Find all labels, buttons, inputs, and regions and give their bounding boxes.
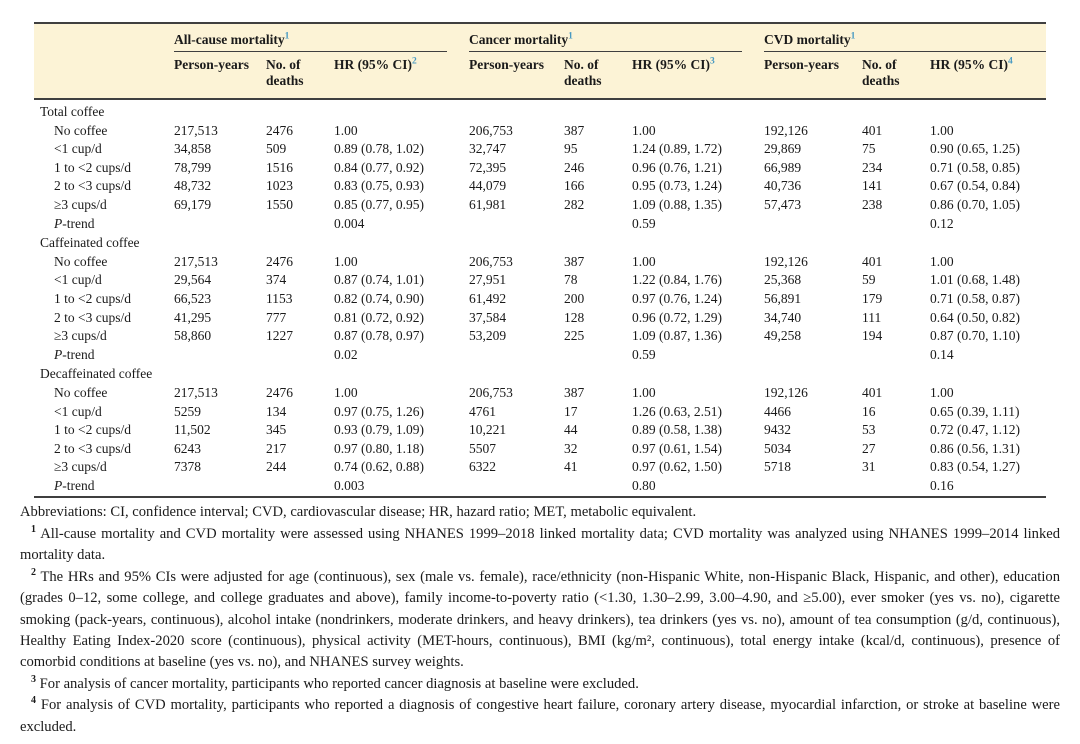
data-cell: 374 xyxy=(265,272,287,288)
row-label: <1 cup/d xyxy=(53,272,102,288)
table-row xyxy=(34,290,1046,309)
data-cell: 192,126 xyxy=(764,384,808,400)
data-cell: 4761 xyxy=(469,403,496,419)
data-cell: 78,799 xyxy=(173,159,212,175)
data-cell: 238 xyxy=(862,196,883,212)
data-cell: 57,473 xyxy=(764,196,802,212)
data-cell: 1023 xyxy=(265,178,293,194)
table-body xyxy=(34,99,1046,497)
data-cell: 69,179 xyxy=(173,196,212,212)
data-cell: 11,502 xyxy=(173,422,211,438)
data-cell: 1.00 xyxy=(333,384,358,400)
data-cell: 1153 xyxy=(265,290,293,306)
data-cell: 2476 xyxy=(265,122,293,138)
empty-cell xyxy=(862,477,930,498)
data-cell: 0.89 (0.58, 1.38) xyxy=(632,422,722,438)
section-header-row xyxy=(34,99,1046,122)
section-header-row xyxy=(34,234,1046,253)
data-cell: 0.96 (0.76, 1.21) xyxy=(632,159,722,175)
ptrend-row xyxy=(34,477,1046,498)
data-cell: 0.83 (0.75, 0.93) xyxy=(333,178,424,194)
data-cell: 217,513 xyxy=(173,384,218,400)
data-cell: 75 xyxy=(862,141,876,157)
data-cell: 206,753 xyxy=(469,253,513,269)
ptrend-label: P-trend xyxy=(53,215,95,231)
data-cell: 9432 xyxy=(764,422,791,438)
ptrend-value: 0.59 xyxy=(632,215,656,231)
data-cell: 0.71 (0.58, 0.87) xyxy=(930,290,1020,306)
empty-cell xyxy=(469,346,564,366)
data-cell: 0.87 (0.74, 1.01) xyxy=(333,272,424,288)
data-cell: 282 xyxy=(564,196,585,212)
row-label: 1 to <2 cups/d xyxy=(53,422,131,438)
data-cell: 0.83 (0.54, 1.27) xyxy=(930,459,1020,475)
data-cell: 1.09 (0.88, 1.35) xyxy=(632,196,722,212)
data-cell: 34,740 xyxy=(764,309,802,325)
data-cell: 41,295 xyxy=(173,309,212,325)
data-cell: 345 xyxy=(265,422,287,438)
data-cell: 44,079 xyxy=(469,178,507,194)
col-header-hr: HR (95% CI)$^3$ xyxy=(632,52,764,99)
data-cell: 217,513 xyxy=(173,253,218,269)
data-cell: 0.74 (0.62, 0.88) xyxy=(333,459,424,475)
data-cell: 53 xyxy=(862,422,876,438)
data-cell: 0.65 (0.39, 1.11) xyxy=(930,403,1020,419)
data-cell: 4466 xyxy=(764,403,791,419)
group-header-all-cause xyxy=(174,23,469,52)
data-cell: 166 xyxy=(564,178,585,194)
data-cell: 509 xyxy=(265,141,287,157)
data-cell: 128 xyxy=(564,309,585,325)
data-cell: 59 xyxy=(862,272,876,288)
data-cell: 1.00 xyxy=(930,122,954,138)
data-cell: 387 xyxy=(564,384,585,400)
ptrend-value: 0.004 xyxy=(333,215,365,231)
empty-cell xyxy=(266,477,334,498)
data-cell: 1227 xyxy=(265,328,293,344)
ptrend-value: 0.02 xyxy=(333,346,358,362)
table-row xyxy=(34,403,1046,422)
data-cell: 0.97 (0.76, 1.24) xyxy=(632,290,722,306)
data-cell: 27,951 xyxy=(469,272,507,288)
col-header-deaths: No. of deaths xyxy=(862,52,930,99)
data-cell: 5259 xyxy=(173,403,201,419)
data-cell: 0.87 (0.70, 1.10) xyxy=(930,328,1020,344)
data-cell: 72,395 xyxy=(469,159,507,175)
ptrend-row xyxy=(34,215,1046,235)
row-label: 2 to <3 cups/d xyxy=(53,178,131,194)
data-cell: 1.22 (0.84, 1.76) xyxy=(632,272,722,288)
section-header-row xyxy=(34,365,1046,384)
group-header-cancer xyxy=(469,23,764,52)
table-row xyxy=(34,421,1046,440)
table-row xyxy=(34,327,1046,346)
table-row xyxy=(34,196,1046,215)
row-label: ≥3 cups/d xyxy=(53,196,107,212)
data-cell: 78 xyxy=(564,272,578,288)
data-cell: 0.97 (0.62, 1.50) xyxy=(632,459,722,475)
section-label: Total coffee xyxy=(39,104,105,119)
data-cell: 34,858 xyxy=(173,141,212,157)
data-cell: 0.89 (0.78, 1.02) xyxy=(333,141,424,157)
data-cell: 192,126 xyxy=(764,253,808,269)
empty-cell xyxy=(469,477,564,498)
data-cell: 141 xyxy=(862,178,883,194)
data-cell: 48,732 xyxy=(173,178,212,194)
table-footnotes xyxy=(20,502,1060,737)
section-label: Decaffeinated coffee xyxy=(39,366,153,382)
table-row xyxy=(34,140,1046,159)
group-header-row xyxy=(34,23,1046,52)
data-cell: 111 xyxy=(862,309,882,325)
data-cell: 0.97 (0.80, 1.18) xyxy=(333,440,424,456)
data-cell: 217,513 xyxy=(173,122,218,138)
data-cell: 0.84 (0.77, 0.92) xyxy=(333,159,424,175)
table-row xyxy=(34,159,1046,178)
data-cell: 25,368 xyxy=(764,272,802,288)
data-cell: 61,981 xyxy=(469,196,507,212)
data-cell: 192,126 xyxy=(764,122,808,138)
ptrend-value: 0.16 xyxy=(930,477,954,493)
data-cell: 1.01 (0.68, 1.48) xyxy=(930,272,1020,288)
footnote-ref: 2 xyxy=(411,56,417,67)
data-cell: 95 xyxy=(564,141,578,157)
data-cell: 0.97 (0.75, 1.26) xyxy=(333,403,424,419)
ptrend-label: P-trend xyxy=(53,477,95,493)
footnote-3: $^3$ For analysis of cancer mortality, participants who reported cancer diagnosis at baseline were excluded. xyxy=(31,673,639,692)
row-label: No coffee xyxy=(53,384,108,400)
data-cell: 0.71 (0.58, 0.85) xyxy=(930,159,1020,175)
data-cell: 246 xyxy=(564,159,585,175)
data-cell: 1.00 xyxy=(333,122,358,138)
data-cell: 0.90 (0.65, 1.25) xyxy=(930,141,1020,157)
data-cell: 1550 xyxy=(265,196,293,212)
table-row xyxy=(34,309,1046,328)
data-cell: 31 xyxy=(862,459,876,475)
col-header-hr: HR (95% CI)$^4$ xyxy=(930,52,1046,99)
data-cell: 6322 xyxy=(469,459,496,475)
abbreviations-note: Abbreviations: CI, confidence interval; CVD, cardiovascular disease; HR, hazard ratio; MET, metabolic equivalent. xyxy=(20,504,697,521)
table-row xyxy=(34,122,1046,141)
data-cell: 0.82 (0.74, 0.90) xyxy=(333,290,424,306)
row-label: No coffee xyxy=(53,253,108,269)
data-cell: 0.86 (0.56, 1.31) xyxy=(930,440,1020,456)
data-cell: 5718 xyxy=(764,459,791,475)
empty-cell xyxy=(564,477,632,498)
data-cell: 387 xyxy=(564,253,585,269)
data-cell: 41 xyxy=(564,459,578,475)
data-cell: 0.95 (0.73, 1.24) xyxy=(632,178,722,194)
data-cell: 56,891 xyxy=(764,290,802,306)
data-cell: 244 xyxy=(265,459,287,475)
empty-cell xyxy=(862,215,930,235)
coffee-mortality-table xyxy=(34,22,1046,498)
data-cell: 1.00 xyxy=(930,384,954,400)
data-cell: 200 xyxy=(564,290,585,306)
data-cell: 37,584 xyxy=(469,309,507,325)
data-cell: 17 xyxy=(564,403,578,419)
data-cell: 387 xyxy=(564,122,585,138)
ptrend-row xyxy=(34,346,1046,366)
data-cell: 66,989 xyxy=(764,159,802,175)
group-title: Cancer mortality xyxy=(469,32,569,47)
column-header-row xyxy=(34,52,1046,99)
data-cell: 1.26 (0.63, 2.51) xyxy=(632,403,722,419)
data-cell: 1.24 (0.89, 1.72) xyxy=(632,141,722,157)
data-cell: 16 xyxy=(862,403,876,419)
empty-cell xyxy=(469,215,564,235)
data-cell: 44 xyxy=(564,422,578,438)
row-label: 1 to <2 cups/d xyxy=(53,159,131,175)
data-cell: 5034 xyxy=(764,440,791,456)
data-cell: 27 xyxy=(862,440,876,456)
col-header-deaths: No. of deaths xyxy=(564,52,632,99)
footnote-1: $^1$ All-cause mortality and CVD mortality were assessed using NHANES 1999–2018 linked mortality data; CVD mortality was analyzed using NHANES 1999–2014 linked mortality data. xyxy=(20,524,1061,564)
footnote-2: $^2$ The HRs and 95% CIs were adjusted for age (continuous), sex (male vs. female), race/ethnicity (non-Hispanic White, non-Hispanic Black, Hispanic, and other), education (grades 0–12, some college, and college graduates and above), family income-to-poverty ratio (<1.30, 1.30–2.99, 3.00–4.90, and ≥5.00), ever smoker (yes vs. no), cigarette smoking (pack-years, continuous), alcohol intake (nondrinkers, moderate drinkers, and heavy drinkers), tea drinkers (yes vs. no), amount of tea consumption (g/d, continuous), Healthy Eating Index-2020 score (continuous), physical activity (MET-hours, continuous), BMI (kg/m², continuous), total energy intake (kcal/d, continuous), presence of comorbid conditions at baseline (yes vs. no), and NHANES survey weights. xyxy=(20,566,1060,671)
section-label: Caffeinated coffee xyxy=(39,235,140,251)
data-cell: 53,209 xyxy=(469,328,507,344)
footnote-4: $^4$ For analysis of CVD mortality, participants who reported a diagnosis of congestive heart failure, coronary artery disease, myocardial infarction, or stroke at baseline were excluded. xyxy=(20,695,1060,735)
data-cell: 1.00 xyxy=(632,253,656,269)
footnote-ref: 4 xyxy=(1008,56,1013,67)
data-cell: 206,753 xyxy=(469,122,513,138)
row-label: <1 cup/d xyxy=(53,403,102,419)
empty-cell xyxy=(764,215,862,235)
empty-cell xyxy=(266,215,334,235)
header-spacer xyxy=(34,23,174,52)
data-cell: 29,869 xyxy=(764,141,802,157)
data-cell: 234 xyxy=(862,159,883,175)
empty-cell xyxy=(862,346,930,366)
row-label: 2 to <3 cups/d xyxy=(53,440,131,456)
data-cell: 194 xyxy=(862,328,883,344)
empty-cell xyxy=(564,215,632,235)
data-cell: 0.86 (0.70, 1.05) xyxy=(930,196,1020,212)
data-cell: 58,860 xyxy=(173,328,212,344)
col-header-hr: HR (95% CI)$^2$ xyxy=(334,52,469,99)
table-row xyxy=(34,271,1046,290)
data-cell: 32,747 xyxy=(469,141,507,157)
empty-cell xyxy=(174,215,266,235)
data-cell: 40,736 xyxy=(764,178,802,194)
data-cell: 206,753 xyxy=(469,384,513,400)
ptrend-value: 0.80 xyxy=(632,477,656,493)
row-label: No coffee xyxy=(53,122,108,138)
footnote-ref: 1 xyxy=(850,31,856,42)
footnote-ref: 1 xyxy=(284,31,290,42)
empty-cell xyxy=(174,477,266,498)
footnote-ref: 3 xyxy=(710,56,715,67)
data-cell: 1516 xyxy=(265,159,293,175)
data-cell: 1.09 (0.87, 1.36) xyxy=(632,328,722,344)
data-cell: 0.72 (0.47, 1.12) xyxy=(930,422,1020,438)
data-cell: 0.93 (0.79, 1.09) xyxy=(333,422,424,438)
footnote-ref: 1 xyxy=(568,31,573,42)
data-cell: 2476 xyxy=(265,384,293,400)
data-cell: 6243 xyxy=(173,440,201,456)
table-header xyxy=(34,23,1046,99)
data-cell: 61,492 xyxy=(469,290,507,306)
row-label: ≥3 cups/d xyxy=(53,459,107,475)
data-cell: 49,258 xyxy=(764,328,802,344)
col-header-person-years: Person-years xyxy=(764,52,862,99)
data-cell: 7378 xyxy=(173,459,201,475)
data-cell: 134 xyxy=(265,403,287,419)
table-row xyxy=(34,458,1046,477)
row-label: <1 cup/d xyxy=(53,141,102,157)
data-cell: 10,221 xyxy=(469,422,507,438)
data-cell: 0.87 (0.78, 0.97) xyxy=(333,328,424,344)
data-cell: 401 xyxy=(862,384,883,400)
data-cell: 0.97 (0.61, 1.54) xyxy=(632,440,722,456)
data-cell: 66,523 xyxy=(173,290,212,306)
col-header-person-years: Person-years xyxy=(174,52,266,99)
data-cell: 401 xyxy=(862,253,883,269)
data-cell: 1.00 xyxy=(333,253,358,269)
table-row xyxy=(34,440,1046,459)
data-cell: 29,564 xyxy=(173,272,212,288)
empty-cell xyxy=(764,477,862,498)
empty-cell xyxy=(174,346,266,366)
table-row xyxy=(34,253,1046,272)
header-spacer xyxy=(34,52,174,99)
table-row xyxy=(34,384,1046,403)
row-label: 2 to <3 cups/d xyxy=(53,309,131,325)
data-cell: 217 xyxy=(265,440,287,456)
ptrend-value: 0.12 xyxy=(930,215,954,231)
empty-cell xyxy=(564,346,632,366)
empty-cell xyxy=(266,346,334,366)
data-cell: 225 xyxy=(564,328,585,344)
col-header-deaths: No. of deaths xyxy=(266,52,334,99)
ptrend-value: 0.003 xyxy=(333,477,365,493)
data-cell: 5507 xyxy=(469,440,496,456)
data-cell: 32 xyxy=(564,440,578,456)
data-cell: 777 xyxy=(265,309,287,325)
data-cell: 1.00 xyxy=(632,384,656,400)
data-cell: 0.96 (0.72, 1.29) xyxy=(632,309,722,325)
ptrend-value: 0.14 xyxy=(930,346,954,362)
data-cell: 1.00 xyxy=(632,122,656,138)
data-cell: 1.00 xyxy=(930,253,954,269)
data-cell: 0.85 (0.77, 0.95) xyxy=(333,196,424,212)
table-row xyxy=(34,177,1046,196)
group-title: CVD mortality xyxy=(764,32,851,47)
data-cell: 0.67 (0.54, 0.84) xyxy=(930,178,1020,194)
data-cell: 2476 xyxy=(265,253,293,269)
data-cell: 0.64 (0.50, 0.82) xyxy=(930,309,1020,325)
row-label: ≥3 cups/d xyxy=(53,328,107,344)
row-label: 1 to <2 cups/d xyxy=(53,290,131,306)
group-header-cvd xyxy=(764,23,1046,52)
data-cell: 401 xyxy=(862,122,883,138)
data-cell: 179 xyxy=(862,290,883,306)
group-title: All-cause mortality xyxy=(173,32,285,47)
empty-cell xyxy=(764,346,862,366)
ptrend-label: P-trend xyxy=(53,346,95,362)
ptrend-value: 0.59 xyxy=(632,346,656,362)
col-header-person-years: Person-years xyxy=(469,52,564,99)
data-cell: 0.81 (0.72, 0.92) xyxy=(333,309,424,325)
